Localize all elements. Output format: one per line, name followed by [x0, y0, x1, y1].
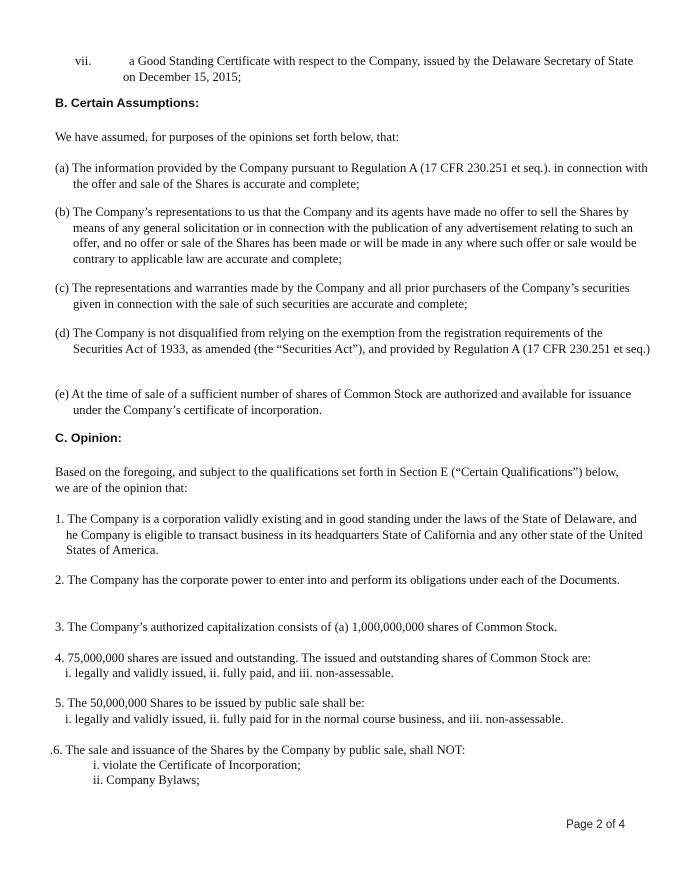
assumption-e: (e) At the time of sale of a sufficient number of shares of Common Stock are authorized and available for issuance under the Company’s certificate of incorporation.: [55, 387, 632, 417]
item-vii-text: a Good Standing Certificate with respect to the Company, issued by the Delaware Secretary of State on December 15, 2015;: [123, 54, 634, 84]
opinion-6-sub-i: i. violate the Certificate of Incorporation;: [93, 758, 301, 772]
opinion-5-line1: 5. The 50,000,000 Shares to be issued by public sale shall be:: [55, 696, 365, 710]
opinion-3: 3. The Company’s authorized capitalization consists of (a) 1,000,000,000 shares of Common Stock.: [55, 620, 558, 634]
section-b-heading: B. Certain Assumptions:: [55, 96, 200, 110]
section-b-intro: We have assumed, for purposes of the opinions set forth below, that:: [55, 130, 400, 144]
assumption-c: (c) The representations and warranties made by the Company and all prior purchasers of the Company’s securities given in connection with the sale of such securities are accurate and complete;: [55, 281, 630, 311]
opinion-6-line1: .6. The sale and issuance of the Shares by the Company by public sale, shall NOT:: [50, 743, 466, 757]
opinion-1: 1. The Company is a corporation validly existing and in good standing under the laws of the State of Delaware, and he Company is eligible to transact business in its headquarters State of California and any other state of the United States of America.: [55, 512, 643, 557]
section-c-intro: Based on the foregoing, and subject to the qualifications set forth in Section E (“Certain Qualifications”) below, we are of the opinion that:: [55, 465, 619, 495]
assumption-a: (a) The information provided by the Company pursuant to Regulation A (17 CFR 230.251 et seq.). in connection with the offer and sale of the Shares is accurate and complete;: [55, 161, 648, 191]
page-number: Page 2 of 4: [566, 819, 625, 831]
assumption-b: (b) The Company’s representations to us that the Company and its agents have made no offer to sell the Shares by means of any general solicitation or in connection with the publication of any advertisement relating to such an offer, and no offer or sale of the Shares has been made or will be made in any where such offer or sale would be contrary to applicable law are accurate and complete;: [55, 205, 637, 266]
opinion-2: 2. The Company has the corporate power to enter into and perform its obligations under each of the Documents.: [55, 573, 620, 587]
opinion-6-sub-ii: ii. Company Bylaws;: [93, 773, 200, 787]
opinion-4-line2: i. legally and validly issued, ii. fully paid, and iii. non-assessable.: [65, 666, 394, 680]
item-vii-label: vii.: [75, 54, 92, 68]
opinion-4-line1: 4. 75,000,000 shares are issued and outstanding. The issued and outstanding shares of Common Stock are:: [55, 651, 591, 665]
assumption-d: (d) The Company is not disqualified from relying on the exemption from the registration requirements of the Securities Act of 1933, as amended (the “Securities Act”), and provided by Regulation A (17 CFR 230.251 et seq.): [55, 326, 651, 356]
opinion-5-line2: i. legally and validly issued, ii. fully paid for in the normal course business, and iii. non-assessable.: [65, 712, 564, 726]
section-c-heading: C. Opinion:: [55, 431, 122, 445]
item-vii: [75, 54, 635, 85]
